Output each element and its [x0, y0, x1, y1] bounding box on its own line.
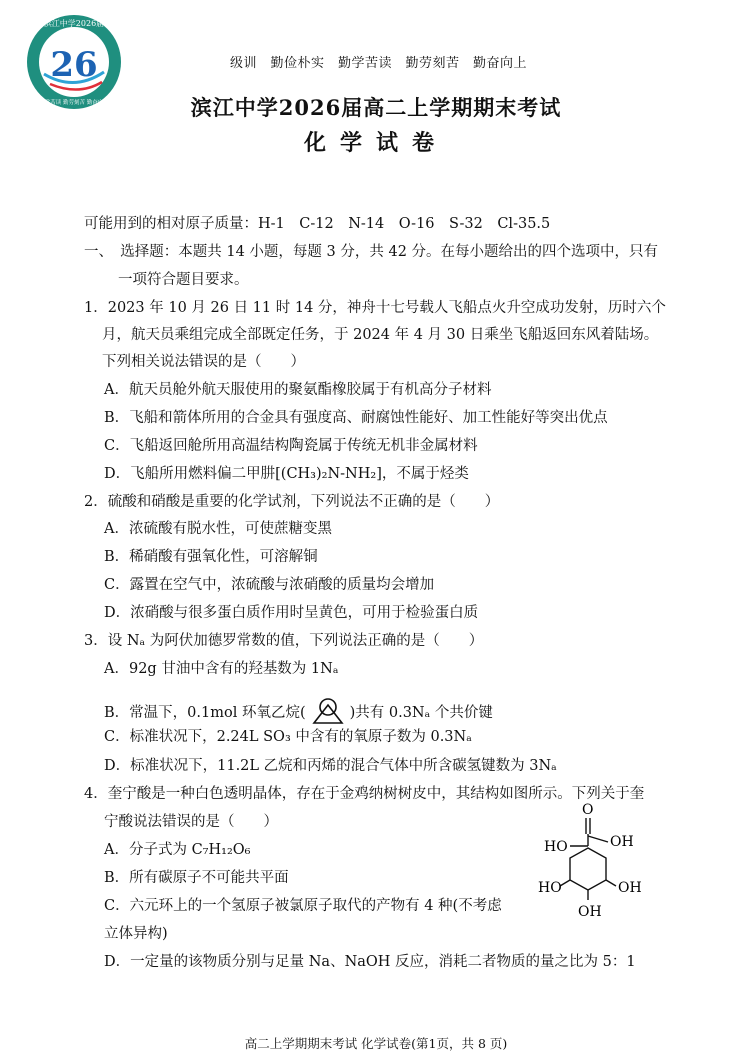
q1-stem-line3: 下列相关说法错误的是（ ）	[102, 354, 305, 370]
q2-stem: 2．硫酸和硝酸是重要的化学试剂，下列说法不正确的是（ ）	[84, 494, 500, 510]
q3-option-d: D．标准状况下，11.2L 乙烷和丙烯的混合气体中所含碳氢键数为 3Nₐ	[104, 758, 557, 774]
q1-stem-line1: 1．2023 年 10 月 26 日 11 时 14 分，神舟十七号载人飞船点火升空成功发射，历时六个	[84, 300, 666, 316]
q4-stem-line1: 4．奎宁酸是一种白色透明晶体，存在于金鸡纳树树皮中，其结构如图所示。下列关于奎	[84, 786, 645, 802]
q1-option-c: C．飞船返回舱所用高温结构陶瓷属于传统无机非金属材料	[104, 438, 478, 454]
section-heading: 一、 选择题：本题共 14 小题，每题 3 分，共 42 分。在每小题给出的四个选项中，只有	[84, 244, 659, 260]
q4-option-d: D．一定量的该物质分别与足量 Na、NaOH 反应，消耗二者物质的量之比为 5：1	[104, 954, 636, 970]
q4-option-c-cont: 立体异构)	[104, 926, 168, 942]
q2-option-c: C．露置在空气中，浓硫酸与浓硝酸的质量均会增加	[104, 577, 435, 593]
exam-title: 滨江中学2026届高二上学期期末考试	[190, 95, 562, 120]
structure-oh-label-acid: OH	[610, 834, 634, 850]
q2-option-a: A．浓硫酸有脱水性，可使蔗糖变黑	[104, 521, 332, 537]
q2-option-d: D．浓硝酸与很多蛋白质作用时呈黄色，可用于检验蛋白质	[104, 605, 479, 621]
epoxide-structure-icon	[308, 697, 348, 727]
q3-stem: 3．设 Nₐ 为阿伏加德罗常数的值，下列说法正确的是（ ）	[84, 633, 484, 649]
structure-o-label: O	[582, 802, 594, 818]
q3-option-a: A．92g 甘油中含有的羟基数为 1Nₐ	[104, 661, 339, 677]
structure-oh-label-bottom: OH	[578, 904, 602, 920]
structure-oh-label-right: OH	[618, 880, 642, 896]
q4-option-a: A．分子式为 C₇H₁₂O₆	[104, 842, 251, 858]
logo-emblem-text: 26	[50, 45, 98, 85]
q3-option-b-pre: B．常温下，0.1mol 环氧乙烷(	[104, 705, 306, 721]
q4-option-b: B．所有碳原子不可能共平面	[104, 870, 289, 886]
q3-option-c: C．标准状况下，2.24L SO₃ 中含有的氧原子数为 0.3Nₐ	[104, 729, 472, 745]
q4-option-c: C．六元环上的一个氢原子被氯原子取代的产物有 4 种(不考虑	[104, 898, 502, 914]
q2-option-b: B．稀硝酸有强氧化性，可溶解铜	[104, 549, 318, 565]
section-heading-cont: 一项符合题目要求。	[118, 272, 249, 288]
q4-stem-line2: 宁酸说法错误的是（ ）	[104, 814, 278, 830]
q1-option-a: A．航天员舱外航天服使用的聚氨酯橡胶属于有机高分子材料	[104, 382, 492, 398]
school-motto: 级训 勤俭朴实 勤学苦读 勤劳刻苦 勤奋向上	[230, 56, 528, 71]
q3-option-b-post: )共有 0.3Nₐ 个共价键	[349, 705, 493, 721]
exam-subtitle: 化学试卷	[303, 130, 448, 156]
atomic-masses: 可能用到的相对原子质量：H-1 C-12 N-14 O-16 S-32 Cl-35.5	[84, 216, 551, 232]
q1-option-d: D．飞船所用燃料偏二甲肼[(CH₃)₂N-NH₂]，不属于烃类	[104, 466, 469, 482]
quinic-acid-structure	[538, 800, 648, 930]
logo-ring-text: 勤学苦读 勤劳刻苦 勤奋向上	[39, 100, 109, 106]
q1-option-b: B．飞船和箭体所用的合金具有强度高、耐腐蚀性能好、加工性能好等突出优点	[104, 410, 608, 426]
page-footer: 高二上学期期末考试 化学试卷(第1页，共 8 页)	[244, 1036, 508, 1051]
structure-ho-label-left: HO	[538, 880, 562, 896]
q3-option-b	[104, 697, 493, 727]
structure-ho-label-top: HO	[544, 839, 568, 855]
logo-arc-text: 滨江中学2026届	[43, 19, 105, 28]
q1-stem-line2: 月，航天员乘组完成全部既定任务，于 2024 年 4 月 30 日乘坐飞船返回东风着陆场。	[102, 327, 659, 343]
